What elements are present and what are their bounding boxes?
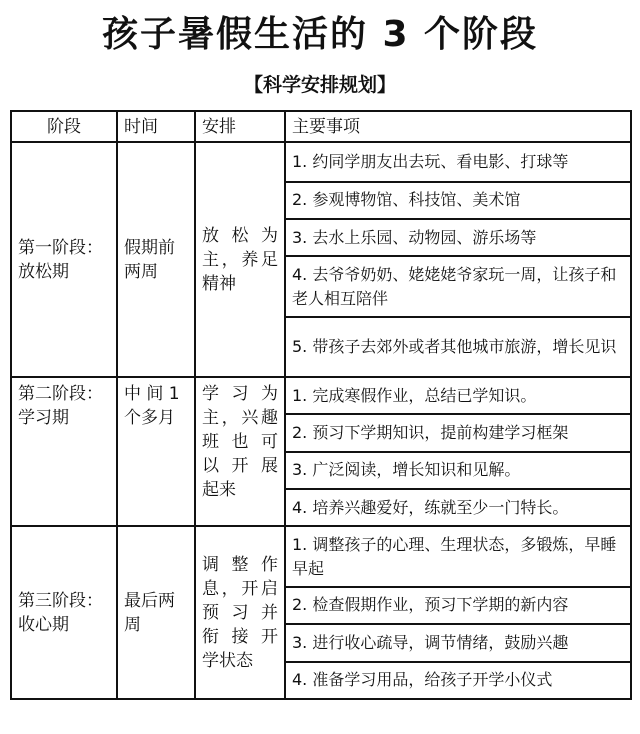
plan-cell: 学 习 为主，兴趣班 也 可以 开 展起来 bbox=[195, 377, 285, 527]
schedule-table bbox=[10, 110, 632, 700]
page-subtitle: 【科学安排规划】 bbox=[243, 74, 396, 96]
plan-cell: 调 整 作息，开启预 习 并衔 接 开学状态 bbox=[195, 526, 285, 699]
header-items: 主要事项 bbox=[285, 111, 631, 142]
item-cell: 2. 参观博物馆、科技馆、美术馆 bbox=[285, 182, 631, 219]
header-plan: 安排 bbox=[195, 111, 285, 142]
item-cell: 3. 去水上乐园、动物园、游乐场等 bbox=[285, 219, 631, 256]
time-cell: 假期前两周 bbox=[117, 142, 195, 377]
header-row bbox=[11, 111, 631, 142]
header-stage: 阶段 bbox=[11, 111, 117, 142]
table-row bbox=[11, 142, 631, 181]
item-cell: 4. 准备学习用品，给孩子开学小仪式 bbox=[285, 662, 631, 700]
time-cell: 中 间 1 个多月 bbox=[117, 377, 195, 527]
stage-cell: 第二阶段：学习期 bbox=[11, 377, 117, 527]
stage-cell: 第三阶段：收心期 bbox=[11, 526, 117, 699]
stage-cell: 第一阶段：放松期 bbox=[11, 142, 117, 377]
item-cell: 1. 约同学朋友出去玩、看电影、打球等 bbox=[285, 142, 631, 181]
item-cell: 1. 调整孩子的心理、生理状态，多锻炼，早睡早起 bbox=[285, 526, 631, 586]
item-cell: 5. 带孩子去郊外或者其他城市旅游，增长见识 bbox=[285, 317, 631, 377]
item-cell: 1. 完成寒假作业，总结已学知识。 bbox=[285, 377, 631, 414]
plan-cell: 放 松 为主，养足精神 bbox=[195, 142, 285, 377]
page-title: 孩子暑假生活的 3 个阶段 bbox=[101, 14, 539, 55]
item-cell: 3. 广泛阅读，增长知识和见解。 bbox=[285, 452, 631, 489]
time-cell: 最后两周 bbox=[117, 526, 195, 699]
header-time: 时间 bbox=[117, 111, 195, 142]
item-cell: 2. 检查假期作业，预习下学期的新内容 bbox=[285, 587, 631, 624]
item-cell: 4. 去爷爷奶奶、姥姥姥爷家玩一周，让孩子和老人相互陪伴 bbox=[285, 256, 631, 316]
table-row bbox=[11, 526, 631, 586]
item-cell: 2. 预习下学期知识，提前构建学习框架 bbox=[285, 414, 631, 451]
table-row bbox=[11, 377, 631, 414]
item-cell: 4. 培养兴趣爱好，练就至少一门特长。 bbox=[285, 489, 631, 526]
item-cell: 3. 进行收心疏导，调节情绪，鼓励兴趣 bbox=[285, 624, 631, 661]
